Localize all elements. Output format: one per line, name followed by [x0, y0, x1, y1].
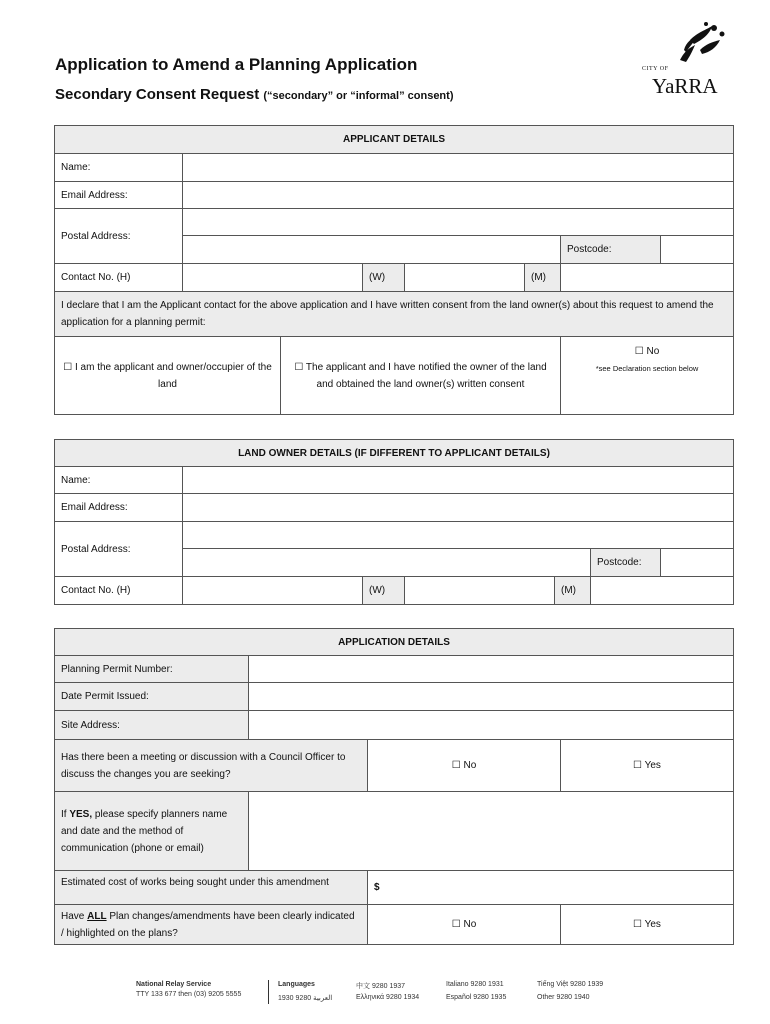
footer-spanish: Español 9280 1935 [446, 994, 507, 1001]
plans-yes-checkbox[interactable]: ☐ Yes [633, 919, 661, 930]
site-address-label: Site Address: [55, 711, 249, 740]
applicant-email-label: Email Address: [55, 182, 183, 209]
applicant-postcode-field[interactable] [661, 236, 733, 264]
applicant-details-heading: APPLICANT DETAILS [55, 126, 733, 154]
owner-postal-field-line2[interactable] [183, 549, 591, 577]
applicant-email-field[interactable] [183, 182, 733, 209]
plans-question-label [55, 905, 368, 944]
city-of-yarra-logo [640, 20, 735, 98]
footer-chinese: 中文 9280 1937 [356, 983, 406, 990]
applicant-declaration: I declare that I am the Applicant contact for the above application and I have written consent from the land owner(s) about this request to amend the application for a planning permit: [55, 292, 733, 337]
applicant-name-field[interactable] [183, 154, 733, 182]
declaration-option-notified[interactable]: ☐ The applicant and I have notified the owner of the land and obtained the land owner(s) written consent [281, 337, 561, 414]
applicant-work-label: (W) [363, 264, 405, 292]
subtitle-note: (“secondary” or “informal” consent) [263, 90, 454, 102]
footer-arabic: العربية 9280 1930 [278, 995, 333, 1002]
plans-no-checkbox[interactable]: ☐ No [368, 905, 561, 944]
applicant-work-phone-field[interactable] [405, 264, 525, 292]
owner-name-field[interactable] [183, 467, 733, 494]
if-yes-details-field[interactable] [249, 792, 733, 871]
meeting-no-checkbox[interactable]: ☐ No [368, 740, 561, 792]
yarra-emblem-icon [640, 20, 735, 70]
declaration-option-owner[interactable]: ☐ I am the applicant and owner/occupier of the land [55, 337, 281, 414]
land-owner-details-section [54, 439, 734, 605]
applicant-mobile-field[interactable] [561, 264, 733, 292]
owner-mobile-field[interactable] [591, 577, 733, 604]
owner-postcode-field[interactable] [661, 549, 733, 577]
owner-work-label: (W) [363, 577, 405, 604]
applicant-postal-field-line2[interactable] [183, 236, 561, 264]
declaration-no-label: ☐ No [634, 346, 660, 357]
date-issued-field[interactable] [249, 683, 733, 711]
relay-title: National Relay Service [136, 981, 212, 988]
owner-home-phone-field[interactable] [183, 577, 363, 604]
owner-name-label: Name: [55, 467, 183, 494]
if-yes-text: If YES, please specify planners name and date and the method of communication (phone or email) [61, 808, 228, 854]
permit-number-label: Planning Permit Number: [55, 656, 249, 683]
relay-text: TTY 133 677 then (03) 9205 5555 [136, 991, 242, 998]
date-issued-label: Date Permit Issued: [55, 683, 249, 711]
owner-postcode-label: Postcode: [591, 549, 661, 577]
declaration-no-note: *see Declaration section below [595, 364, 699, 373]
applicant-details-section [54, 125, 734, 415]
footer-divider [268, 980, 269, 1004]
applicant-postal-label: Postal Address: [55, 209, 183, 264]
owner-postal-field-line1[interactable] [183, 522, 733, 549]
declaration-option-no[interactable] [561, 337, 733, 414]
owner-work-phone-field[interactable] [405, 577, 555, 604]
owner-mobile-label: (M) [555, 577, 591, 604]
footer-other: Other 9280 1940 [537, 994, 590, 1001]
application-details-section [54, 628, 734, 945]
footer-greek: Ελληνικά 9280 1934 [356, 994, 420, 1001]
land-owner-heading: LAND OWNER DETAILS (IF DIFFERENT TO APPLICANT DETAILS) [55, 440, 733, 467]
plans-question-text: Have ALL Plan changes/amendments have been clearly indicated / highlighted on the plans? [61, 910, 355, 939]
owner-contact-label: Contact No. (H) [55, 577, 183, 604]
form-subtitle [55, 86, 453, 103]
if-yes-label [55, 792, 249, 871]
owner-email-field[interactable] [183, 494, 733, 522]
site-address-field[interactable] [249, 711, 733, 740]
owner-postal-label: Postal Address: [55, 522, 183, 577]
applicant-contact-label: Contact No. (H) [55, 264, 183, 292]
applicant-name-label: Name: [55, 154, 183, 182]
subtitle-main: Secondary Consent Request [55, 86, 260, 103]
footer-languages-title: Languages [278, 981, 315, 988]
applicant-postal-field-line1[interactable] [183, 209, 733, 236]
cost-label: Estimated cost of works being sought under this amendment [55, 871, 368, 905]
logo-city-text: CITY OF [642, 66, 669, 72]
footer-relay [136, 981, 241, 998]
meeting-yes-checkbox[interactable]: ☐ Yes [561, 740, 733, 792]
permit-number-field[interactable] [249, 656, 733, 683]
applicant-postcode-label: Postcode: [561, 236, 661, 264]
applicant-mobile-label: (M) [525, 264, 561, 292]
footer-italian: Italiano 9280 1931 [446, 981, 504, 988]
logo-name-text: YaRRA [652, 74, 718, 98]
form-title: Application to Amend a Planning Application [55, 55, 418, 74]
footer-vietnamese: Tiếng Việt 9280 1939 [537, 981, 604, 988]
owner-email-label: Email Address: [55, 494, 183, 522]
application-details-heading: APPLICATION DETAILS [55, 629, 733, 656]
cost-field[interactable]: $ [368, 871, 733, 905]
applicant-home-phone-field[interactable] [183, 264, 363, 292]
meeting-question-label: Has there been a meeting or discussion with a Council Officer to discuss the changes you are seeking? [55, 740, 368, 792]
